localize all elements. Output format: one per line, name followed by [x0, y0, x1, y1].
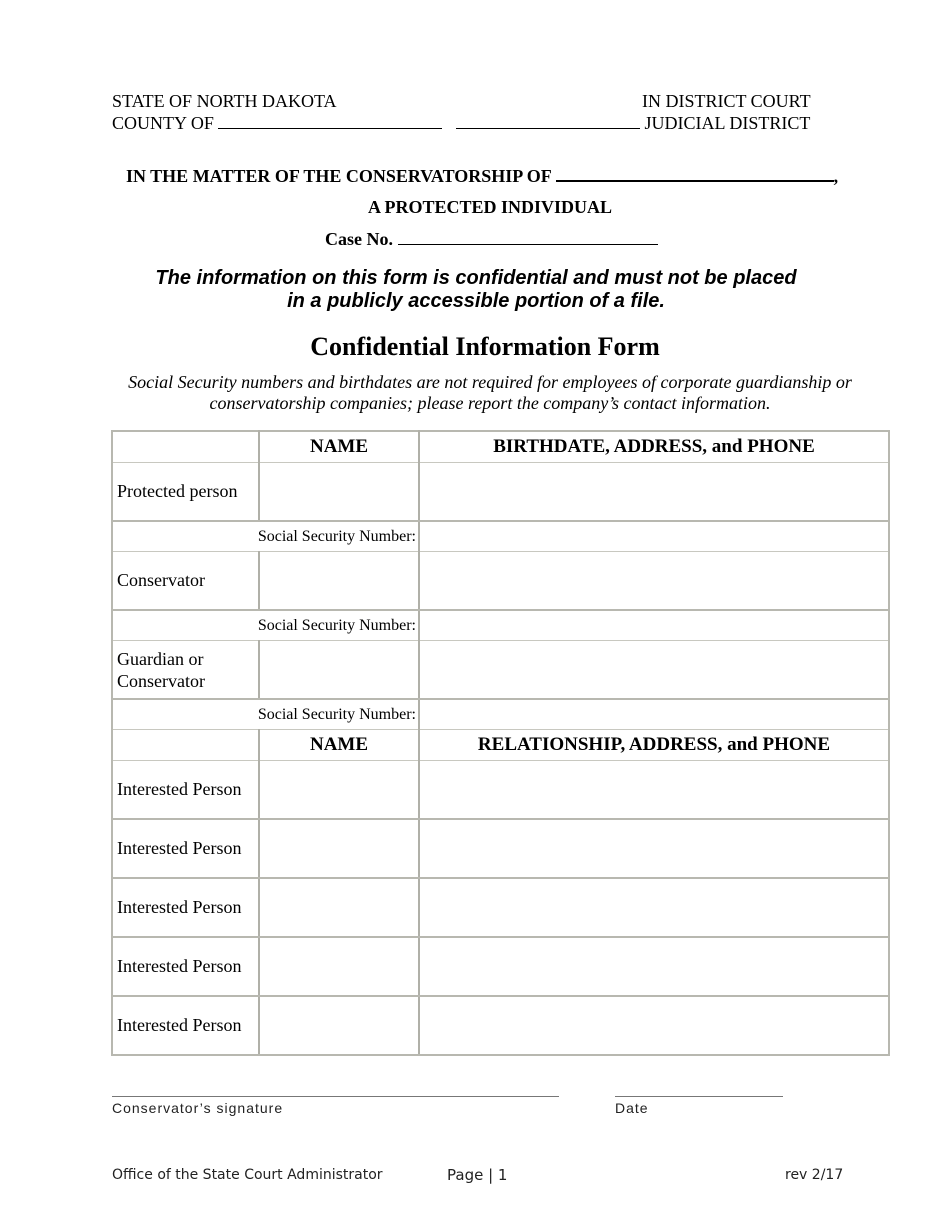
footer-office: Office of the State Court Administrator — [112, 1167, 383, 1183]
county-label: COUNTY OF — [112, 113, 214, 133]
date-label: Date — [615, 1100, 649, 1116]
row-label-interested-person: Interested Person — [112, 761, 259, 820]
protected-person-name-cell[interactable] — [259, 463, 419, 522]
interested-person-details-cell[interactable] — [419, 878, 889, 937]
county-field[interactable] — [218, 112, 442, 129]
row-label-interested-person: Interested Person — [112, 937, 259, 996]
confidential-notice — [0, 267, 950, 313]
guardian-label-line-1: Guardian or — [117, 648, 204, 669]
guardian-name-cell[interactable] — [259, 641, 419, 700]
header-birthdate-address-phone: BIRTHDATE, ADDRESS, and PHONE — [419, 431, 889, 463]
district-field[interactable] — [456, 112, 640, 129]
matter-comma: , — [833, 166, 839, 186]
table-row — [112, 463, 889, 522]
conservator-signature-field[interactable] — [112, 1096, 559, 1097]
protected-person-details-cell[interactable] — [419, 463, 889, 522]
table-row — [112, 878, 889, 937]
protected-person-ssn-cell[interactable] — [419, 521, 889, 552]
case-number-field[interactable] — [398, 228, 658, 245]
interested-person-name-cell[interactable] — [259, 996, 419, 1055]
table-header-row — [112, 730, 889, 761]
conservator-name-cell[interactable] — [259, 552, 419, 611]
case-number-label: Case No. — [325, 229, 393, 249]
footer-revision: rev 2/17 — [785, 1167, 844, 1183]
footer-page-number: Page | 1 — [447, 1166, 508, 1184]
conservator-ssn-cell[interactable] — [419, 610, 889, 641]
table-row — [112, 699, 889, 730]
interested-person-details-cell[interactable] — [419, 761, 889, 820]
row-label-conservator: Conservator — [112, 552, 259, 611]
table-row — [112, 996, 889, 1055]
court-label: IN DISTRICT COURT — [642, 91, 811, 111]
conservator-details-cell[interactable] — [419, 552, 889, 611]
protected-individual-label: A PROTECTED INDIVIDUAL — [367, 197, 613, 217]
header-name: NAME — [259, 431, 419, 463]
row-label-interested-person: Interested Person — [112, 878, 259, 937]
notice-line-1: The information on this form is confidential and must not be placed — [155, 267, 797, 289]
ssn-label: Social Security Number: — [112, 521, 419, 552]
table-row — [112, 610, 889, 641]
protected-name-field[interactable] — [556, 164, 834, 182]
matter-label: IN THE MATTER OF THE CONSERVATORSHIP OF — [126, 166, 552, 186]
notice-line-2: in a publicly accessible portion of a file. — [287, 290, 665, 312]
guardian-label-line-2: Conservator — [117, 670, 205, 691]
table-row — [112, 641, 889, 700]
county-line — [112, 112, 442, 134]
header-blank-cell — [112, 431, 259, 463]
row-label-interested-person: Interested Person — [112, 996, 259, 1055]
interested-person-name-cell[interactable] — [259, 878, 419, 937]
guardian-details-cell[interactable] — [419, 641, 889, 700]
court-header-left — [112, 90, 442, 134]
ssn-label: Social Security Number: — [112, 610, 419, 641]
table-header-row — [112, 431, 889, 463]
district-label: JUDICIAL DISTRICT — [644, 113, 811, 133]
row-label-guardian-or-conservator — [112, 641, 259, 700]
form-title: Confidential Information Form — [310, 332, 660, 361]
interested-person-details-cell[interactable] — [419, 819, 889, 878]
ssn-label: Social Security Number: — [112, 699, 419, 730]
header-relationship-address-phone: RELATIONSHIP, ADDRESS, and PHONE — [419, 730, 889, 761]
interested-person-name-cell[interactable] — [259, 819, 419, 878]
conservator-signature-label: Conservator’s signature — [112, 1100, 284, 1116]
date-field[interactable] — [615, 1096, 783, 1097]
interested-person-details-cell[interactable] — [419, 996, 889, 1055]
row-label-protected-person: Protected person — [112, 463, 259, 522]
district-line — [456, 112, 810, 134]
guardian-ssn-cell[interactable] — [419, 699, 889, 730]
matter-line — [126, 164, 838, 187]
interested-person-details-cell[interactable] — [419, 937, 889, 996]
table-row — [112, 761, 889, 820]
state-label: STATE OF NORTH DAKOTA — [112, 91, 337, 111]
table-row — [112, 819, 889, 878]
header-name: NAME — [259, 730, 419, 761]
confidential-info-table — [111, 430, 890, 1056]
form-instructions: Social Security numbers and birthdates are not required for employees of corporate guardianship or conservatorship companies; please report the company’s contact information. — [128, 372, 852, 413]
row-label-interested-person: Interested Person — [112, 819, 259, 878]
interested-person-name-cell[interactable] — [259, 761, 419, 820]
case-number-line — [325, 228, 658, 250]
interested-person-name-cell[interactable] — [259, 937, 419, 996]
table-row — [112, 521, 889, 552]
table-row — [112, 552, 889, 611]
table-row — [112, 937, 889, 996]
header-blank-cell — [112, 730, 259, 761]
